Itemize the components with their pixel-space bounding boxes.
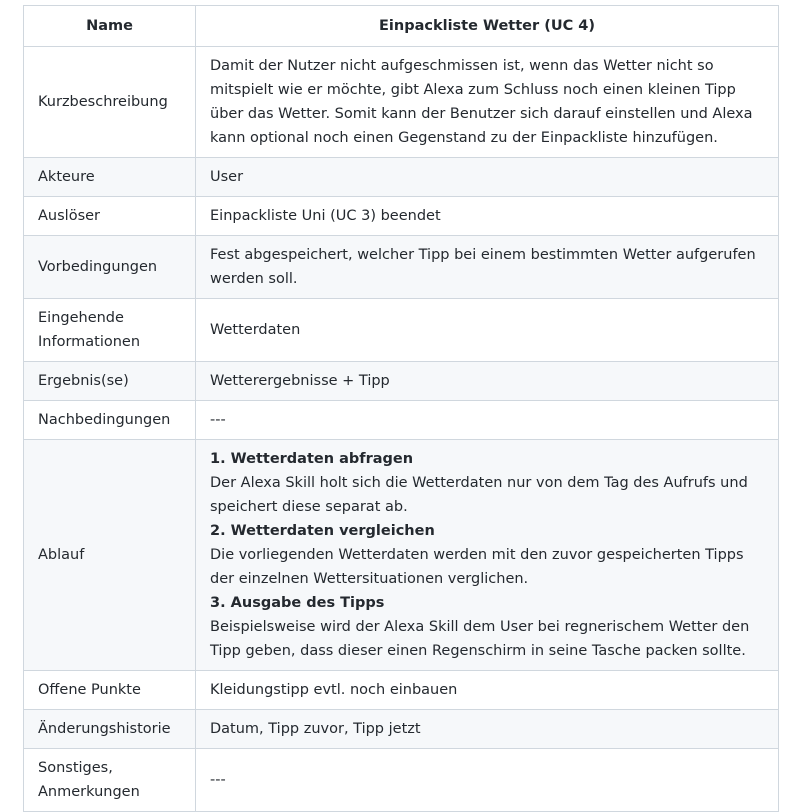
table-row-nachbedingungen (24, 401, 779, 440)
table-row-kurzbeschreibung (24, 47, 779, 158)
row-label-kurzbeschreibung: Kurzbeschreibung (24, 47, 196, 158)
row-label-akteure: Akteure (24, 158, 196, 197)
row-value-ergebnisse: Wetterergebnisse + Tipp (196, 362, 779, 401)
table-row-vorbedingungen (24, 236, 779, 299)
table-row-sonstiges (24, 749, 779, 812)
row-label-nachbedingungen: Nachbedingungen (24, 401, 196, 440)
table-header-row (24, 6, 779, 47)
row-label-aenderungshistorie: Änderungshistorie (24, 710, 196, 749)
header-name: Name (24, 6, 196, 47)
use-case-table (23, 5, 779, 812)
row-label-sonstiges: Sonstiges, Anmerkungen (24, 749, 196, 812)
row-value-ablauf (196, 440, 779, 671)
ablauf-step-2-title: 2. Wetterdaten vergleichen (210, 523, 435, 539)
ablauf-step-1-title: 1. Wetterdaten abfragen (210, 451, 414, 467)
row-label-eingehende-informationen: Eingehende Informationen (24, 299, 196, 362)
header-use-case-title: Einpackliste Wetter (UC 4) (196, 6, 779, 47)
row-label-ausloeser: Auslöser (24, 197, 196, 236)
table-row-ausloeser (24, 197, 779, 236)
table-row-ablauf (24, 440, 779, 671)
row-label-ergebnisse: Ergebnis(se) (24, 362, 196, 401)
row-value-offene-punkte: Kleidungstipp evtl. noch einbauen (196, 671, 779, 710)
table-row-eingehende-informationen (24, 299, 779, 362)
table-row-ergebnisse (24, 362, 779, 401)
table-row-offene-punkte (24, 671, 779, 710)
row-value-vorbedingungen: Fest abgespeichert, welcher Tipp bei einem bestimmten Wetter aufgerufen werden soll. (196, 236, 779, 299)
row-value-nachbedingungen: --- (196, 401, 779, 440)
row-value-akteure: User (196, 158, 779, 197)
row-label-vorbedingungen: Vorbedingungen (24, 236, 196, 299)
table-row-aenderungshistorie (24, 710, 779, 749)
table-row-akteure (24, 158, 779, 197)
ablauf-step-1-text: Der Alexa Skill holt sich die Wetterdaten nur von dem Tag des Aufrufs und speichert diese separat ab. (210, 475, 748, 515)
row-label-ablauf: Ablauf (24, 440, 196, 671)
ablauf-step-3-title: 3. Ausgabe des Tipps (210, 595, 385, 611)
ablauf-step-2-text: Die vorliegenden Wetterdaten werden mit den zuvor gespeicherten Tipps der einzelnen Wettersituationen verglichen. (210, 547, 744, 587)
ablauf-step-3-text: Beispielsweise wird der Alexa Skill dem User bei regnerischem Wetter den Tipp geben, dass dieser einen Regenschirm in seine Tasche packen sollte. (210, 619, 750, 659)
row-value-eingehende-informationen: Wetterdaten (196, 299, 779, 362)
row-value-ausloeser: Einpackliste Uni (UC 3) beendet (196, 197, 779, 236)
use-case-table-container (23, 5, 778, 812)
row-value-aenderungshistorie: Datum, Tipp zuvor, Tipp jetzt (196, 710, 779, 749)
row-label-offene-punkte: Offene Punkte (24, 671, 196, 710)
row-value-kurzbeschreibung: Damit der Nutzer nicht aufgeschmissen ist, wenn das Wetter nicht so mitspielt wie er möchte, gibt Alexa zum Schluss noch einen kleinen Tipp über das Wetter. Somit kann der Benutzer sich darauf einstellen und Alexa kann optional noch einen Gegenstand zu der Einpackliste hinzufügen. (196, 47, 779, 158)
row-value-sonstiges: --- (196, 749, 779, 812)
